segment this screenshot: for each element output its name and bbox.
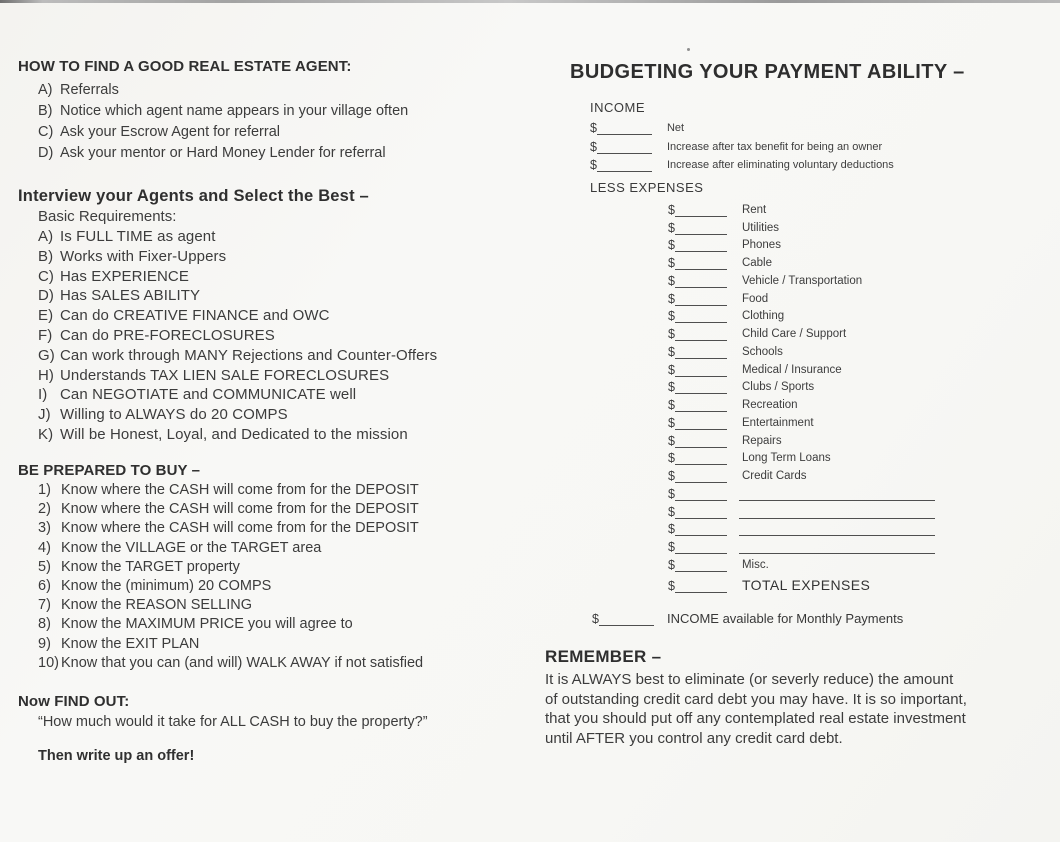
- remember-line: of outstanding credit card debt you may have. It is so important,: [545, 690, 967, 708]
- amount-fill-in-blank: [597, 159, 652, 172]
- list-item-text: Works with Fixer-Uppers: [60, 247, 227, 265]
- amount-fill-in-blank: [675, 470, 727, 483]
- list-item: [18, 635, 523, 654]
- be-prepared-heading: BE PREPARED TO BUY –: [18, 462, 201, 479]
- amount-fill-in-blank: [597, 141, 652, 154]
- expense-row: [668, 448, 935, 466]
- list-item-marker: D): [38, 145, 54, 161]
- amount-fill-in-blank: [675, 204, 727, 217]
- list-item-text: Has EXPERIENCE: [60, 267, 189, 285]
- list-item: [18, 101, 523, 122]
- list-item-text: Can NEGOTIATE and COMMUNICATE well: [60, 386, 357, 404]
- list-item-text: Know where the CASH will come from for the DEPOSIT: [61, 482, 419, 498]
- expense-row: [668, 217, 935, 235]
- list-item: [18, 596, 523, 615]
- amount-fill-in-blank: [675, 364, 727, 377]
- expense-row-label: TOTAL EXPENSES: [741, 576, 871, 593]
- dollar-sign: $: [668, 291, 675, 306]
- dollar-sign: $: [668, 398, 675, 412]
- dollar-sign: $: [590, 121, 597, 136]
- list-item: [18, 539, 523, 558]
- expense-row: [668, 430, 935, 448]
- list-item: [18, 267, 523, 287]
- amount-fill-in-blank: [599, 613, 654, 626]
- amount-fill-in-blank: [675, 452, 727, 465]
- expense-row-label: Misc.: [741, 558, 769, 571]
- amount-fill-in-blank: [675, 222, 727, 235]
- be-prepared-list: [18, 481, 523, 673]
- expense-row-label: Utilities: [741, 221, 780, 234]
- list-item-marker: A): [38, 82, 53, 98]
- find-out-closing: Then write up an offer!: [38, 748, 195, 764]
- expense-row-label: Phones: [741, 239, 781, 252]
- expense-row: [668, 377, 935, 395]
- list-item: [18, 122, 523, 143]
- list-item-text: Know the MAXIMUM PRICE you will agree to: [61, 616, 353, 633]
- dollar-sign: $: [668, 504, 675, 519]
- list-item: [18, 306, 523, 326]
- expense-row: [668, 412, 935, 430]
- list-item-text: Understands TAX LIEN SALE FORECLOSURES: [60, 366, 390, 384]
- list-item: [18, 326, 523, 346]
- dollar-sign: $: [668, 362, 675, 377]
- amount-fill-in-blank: [675, 523, 727, 536]
- amount-fill-in-blank: [675, 488, 727, 501]
- dollar-sign: $: [668, 433, 675, 448]
- find-agent-list: [18, 80, 523, 164]
- list-item: [18, 346, 523, 366]
- amount-fill-in-blank: [597, 122, 652, 135]
- interview-subheading: Basic Requirements:: [38, 208, 177, 225]
- list-item: [18, 286, 523, 306]
- find-out-heading: Now FIND OUT:: [18, 693, 130, 710]
- list-item-marker: 9): [38, 635, 51, 652]
- expense-row-label: Food: [741, 292, 769, 305]
- list-item: [18, 425, 523, 445]
- list-item-marker: C): [38, 267, 55, 285]
- list-item-marker: 10): [38, 654, 59, 671]
- list-item: [18, 577, 523, 596]
- amount-fill-in-blank: [675, 559, 727, 572]
- amount-fill-in-blank: [675, 239, 727, 252]
- amount-fill-in-blank: [675, 257, 727, 270]
- interview-heading: Interview your Agents and Select the Best –: [18, 187, 369, 205]
- list-item-text: Can do CREATIVE FINANCE and OWC: [60, 307, 330, 325]
- scan-speck: [687, 48, 690, 51]
- expense-row-label: Vehicle / Transportation: [741, 274, 863, 287]
- expense-row-label: Rent: [741, 203, 767, 216]
- expense-row-label: Clubs / Sports: [741, 381, 815, 394]
- dollar-sign: $: [668, 469, 675, 483]
- list-item-marker: G): [38, 346, 55, 364]
- list-item-text: Know where the CASH will come from for the DEPOSIT: [61, 520, 419, 537]
- expense-row-label: Clothing: [741, 310, 785, 323]
- income-available-row: [592, 612, 903, 626]
- section-interview-agents: [18, 185, 523, 445]
- remember-line: until AFTER you control any credit card debt.: [545, 729, 843, 747]
- dollar-sign: $: [668, 220, 675, 235]
- list-item: [18, 143, 523, 164]
- budget-heading: BUDGETING YOUR PAYMENT ABILITY –: [570, 61, 965, 83]
- list-item-marker: I): [38, 386, 48, 404]
- list-item-text: Willing to ALWAYS do 20 COMPS: [60, 406, 288, 424]
- expense-row: [668, 270, 935, 288]
- list-item-marker: F): [38, 326, 53, 344]
- list-item-marker: 8): [38, 616, 51, 633]
- list-item-marker: 5): [38, 558, 51, 575]
- list-item-marker: K): [38, 425, 54, 443]
- expense-row-label: Medical / Insurance: [741, 363, 842, 376]
- list-item: [18, 481, 523, 500]
- label-fill-in-line: [739, 506, 935, 519]
- dollar-sign: $: [668, 380, 675, 395]
- amount-fill-in-blank: [675, 328, 727, 341]
- dollar-sign: $: [668, 344, 675, 359]
- amount-fill-in-blank: [675, 310, 727, 323]
- list-item-text: Know the VILLAGE or the TARGET area: [61, 539, 322, 556]
- list-item-marker: B): [38, 247, 54, 265]
- amount-fill-in-blank: [675, 506, 727, 519]
- dollar-sign: $: [668, 451, 675, 466]
- expense-row-label: Cable: [741, 257, 773, 269]
- list-item-text: Can work through MANY Rejections and Counter-Offers: [60, 346, 438, 364]
- dollar-sign: $: [668, 256, 675, 270]
- list-item: [18, 227, 523, 247]
- expense-row-label: Credit Cards: [741, 470, 807, 482]
- expense-row: [668, 483, 935, 501]
- dollar-sign: $: [590, 157, 597, 172]
- expense-row-label: Long Term Loans: [741, 452, 831, 465]
- dollar-sign: $: [668, 578, 675, 593]
- amount-fill-in-blank: [675, 399, 727, 412]
- dollar-sign: $: [668, 309, 675, 324]
- expense-row: [668, 341, 935, 359]
- list-item-marker: A): [38, 228, 54, 245]
- income-rows: [590, 117, 894, 172]
- dollar-sign: $: [668, 238, 675, 253]
- list-item: [18, 385, 523, 405]
- expense-row-label: Schools: [741, 345, 783, 358]
- amount-fill-in-blank: [675, 346, 727, 359]
- income-row-label: Increase after eliminating voluntary deductions: [666, 158, 894, 171]
- amount-fill-in-blank: [675, 435, 727, 448]
- list-item-text: Is FULL TIME as agent: [60, 228, 216, 245]
- dollar-sign: $: [592, 612, 599, 626]
- section-find-agent: [18, 57, 523, 164]
- interview-list: [18, 227, 523, 445]
- amount-fill-in-blank: [675, 275, 727, 288]
- list-item-marker: B): [38, 103, 53, 119]
- list-item-text: Referrals: [60, 82, 119, 98]
- list-item-marker: 6): [38, 578, 51, 595]
- expense-row: [668, 465, 935, 483]
- list-item-marker: C): [38, 124, 54, 140]
- expense-row: [668, 199, 935, 217]
- remember-line: that you should put off any contemplated real estate investment: [545, 710, 966, 728]
- remember-heading: REMEMBER –: [545, 647, 662, 666]
- list-item-marker: E): [38, 307, 54, 325]
- income-section-label: INCOME: [590, 100, 645, 115]
- expense-row-label: Entertainment: [741, 416, 814, 429]
- expense-row: [668, 519, 935, 537]
- list-item: [18, 366, 523, 386]
- expense-row: [668, 323, 935, 341]
- list-item-text: Know the TARGET property: [61, 558, 240, 575]
- list-item: [18, 405, 523, 425]
- expense-row: [668, 394, 935, 412]
- expense-row: [668, 572, 935, 593]
- list-item: [18, 615, 523, 634]
- expense-row: [668, 306, 935, 324]
- list-item-text: Ask your Escrow Agent for referral: [60, 124, 280, 140]
- expense-row: [668, 288, 935, 306]
- list-item-text: Know where the CASH will come from for the DEPOSIT: [61, 501, 419, 518]
- expense-row: [668, 359, 935, 377]
- list-item-text: Will be Honest, Loyal, and Dedicated to the mission: [60, 425, 408, 443]
- list-item-marker: 1): [38, 482, 51, 498]
- list-item-text: Notice which agent name appears in your village often: [60, 103, 409, 119]
- dollar-sign: $: [668, 522, 675, 537]
- amount-fill-in-blank: [675, 381, 727, 394]
- dollar-sign: $: [590, 139, 597, 154]
- remember-paragraph: [545, 670, 1051, 748]
- list-item-text: Know the EXIT PLAN: [61, 635, 200, 652]
- dollar-sign: $: [668, 557, 675, 572]
- remember-line: It is ALWAYS best to eliminate (or severly reduce) the amount: [545, 671, 954, 688]
- expense-rows: [668, 199, 935, 593]
- list-item-text: Ask your mentor or Hard Money Lender for referral: [60, 145, 386, 161]
- amount-fill-in-blank: [675, 580, 727, 593]
- list-item: [18, 247, 523, 267]
- dollar-sign: $: [668, 486, 675, 501]
- dollar-sign: $: [668, 540, 675, 554]
- list-item-marker: 3): [38, 520, 51, 537]
- label-fill-in-line: [739, 488, 935, 501]
- section-be-prepared: [18, 460, 523, 673]
- list-item: [18, 558, 523, 577]
- list-item-marker: D): [38, 287, 55, 305]
- list-item: [18, 80, 523, 101]
- income-row: [590, 154, 894, 172]
- list-item-marker: H): [38, 366, 55, 384]
- amount-fill-in-blank: [675, 417, 727, 430]
- amount-fill-in-blank: [675, 541, 727, 554]
- find-out-quote: “How much would it take for ALL CASH to buy the property?”: [38, 714, 428, 730]
- dollar-sign: $: [668, 327, 675, 341]
- section-find-out: [18, 691, 523, 764]
- dollar-sign: $: [668, 273, 675, 288]
- list-item-text: Know that you can (and will) WALK AWAY if not satisfied: [61, 654, 424, 671]
- income-row-label: Increase after tax benefit for being an owner: [666, 140, 883, 153]
- list-item-text: Has SALES ABILITY: [60, 287, 201, 305]
- expense-row-label: Recreation: [741, 399, 798, 411]
- list-item-text: Can do PRE-FORECLOSURES: [60, 326, 275, 344]
- dollar-sign: $: [668, 202, 675, 217]
- dollar-sign: $: [668, 415, 675, 430]
- list-item-marker: J): [38, 406, 51, 424]
- label-fill-in-line: [739, 523, 935, 536]
- income-row: [590, 117, 894, 135]
- list-item-marker: 2): [38, 501, 51, 518]
- expenses-section-label: LESS EXPENSES: [590, 180, 704, 195]
- list-item-text: Know the REASON SELLING: [61, 597, 252, 614]
- expense-row-label: Child Care / Support: [741, 328, 847, 340]
- find-agent-heading: HOW TO FIND A GOOD REAL ESTATE AGENT:: [18, 58, 352, 75]
- expense-row-label: Repairs: [741, 434, 782, 447]
- expense-row: [668, 252, 935, 270]
- list-item-marker: 4): [38, 539, 51, 556]
- income-available-label: INCOME available for Monthly Payments: [666, 611, 904, 626]
- expense-row: [668, 501, 935, 519]
- income-row: [590, 135, 894, 153]
- amount-fill-in-blank: [675, 293, 727, 306]
- label-fill-in-line: [739, 541, 935, 554]
- income-row-label: Net: [666, 122, 685, 135]
- list-item-marker: 7): [38, 597, 51, 614]
- list-item: [18, 519, 523, 538]
- expense-row: [668, 235, 935, 253]
- list-item-text: Know the (minimum) 20 COMPS: [61, 578, 272, 595]
- expense-row: [668, 536, 935, 554]
- expense-row: [668, 554, 935, 572]
- list-item: [18, 500, 523, 519]
- list-item: [18, 654, 523, 673]
- section-remember: [545, 646, 1051, 748]
- scan-top-edge: [0, 0, 1060, 3]
